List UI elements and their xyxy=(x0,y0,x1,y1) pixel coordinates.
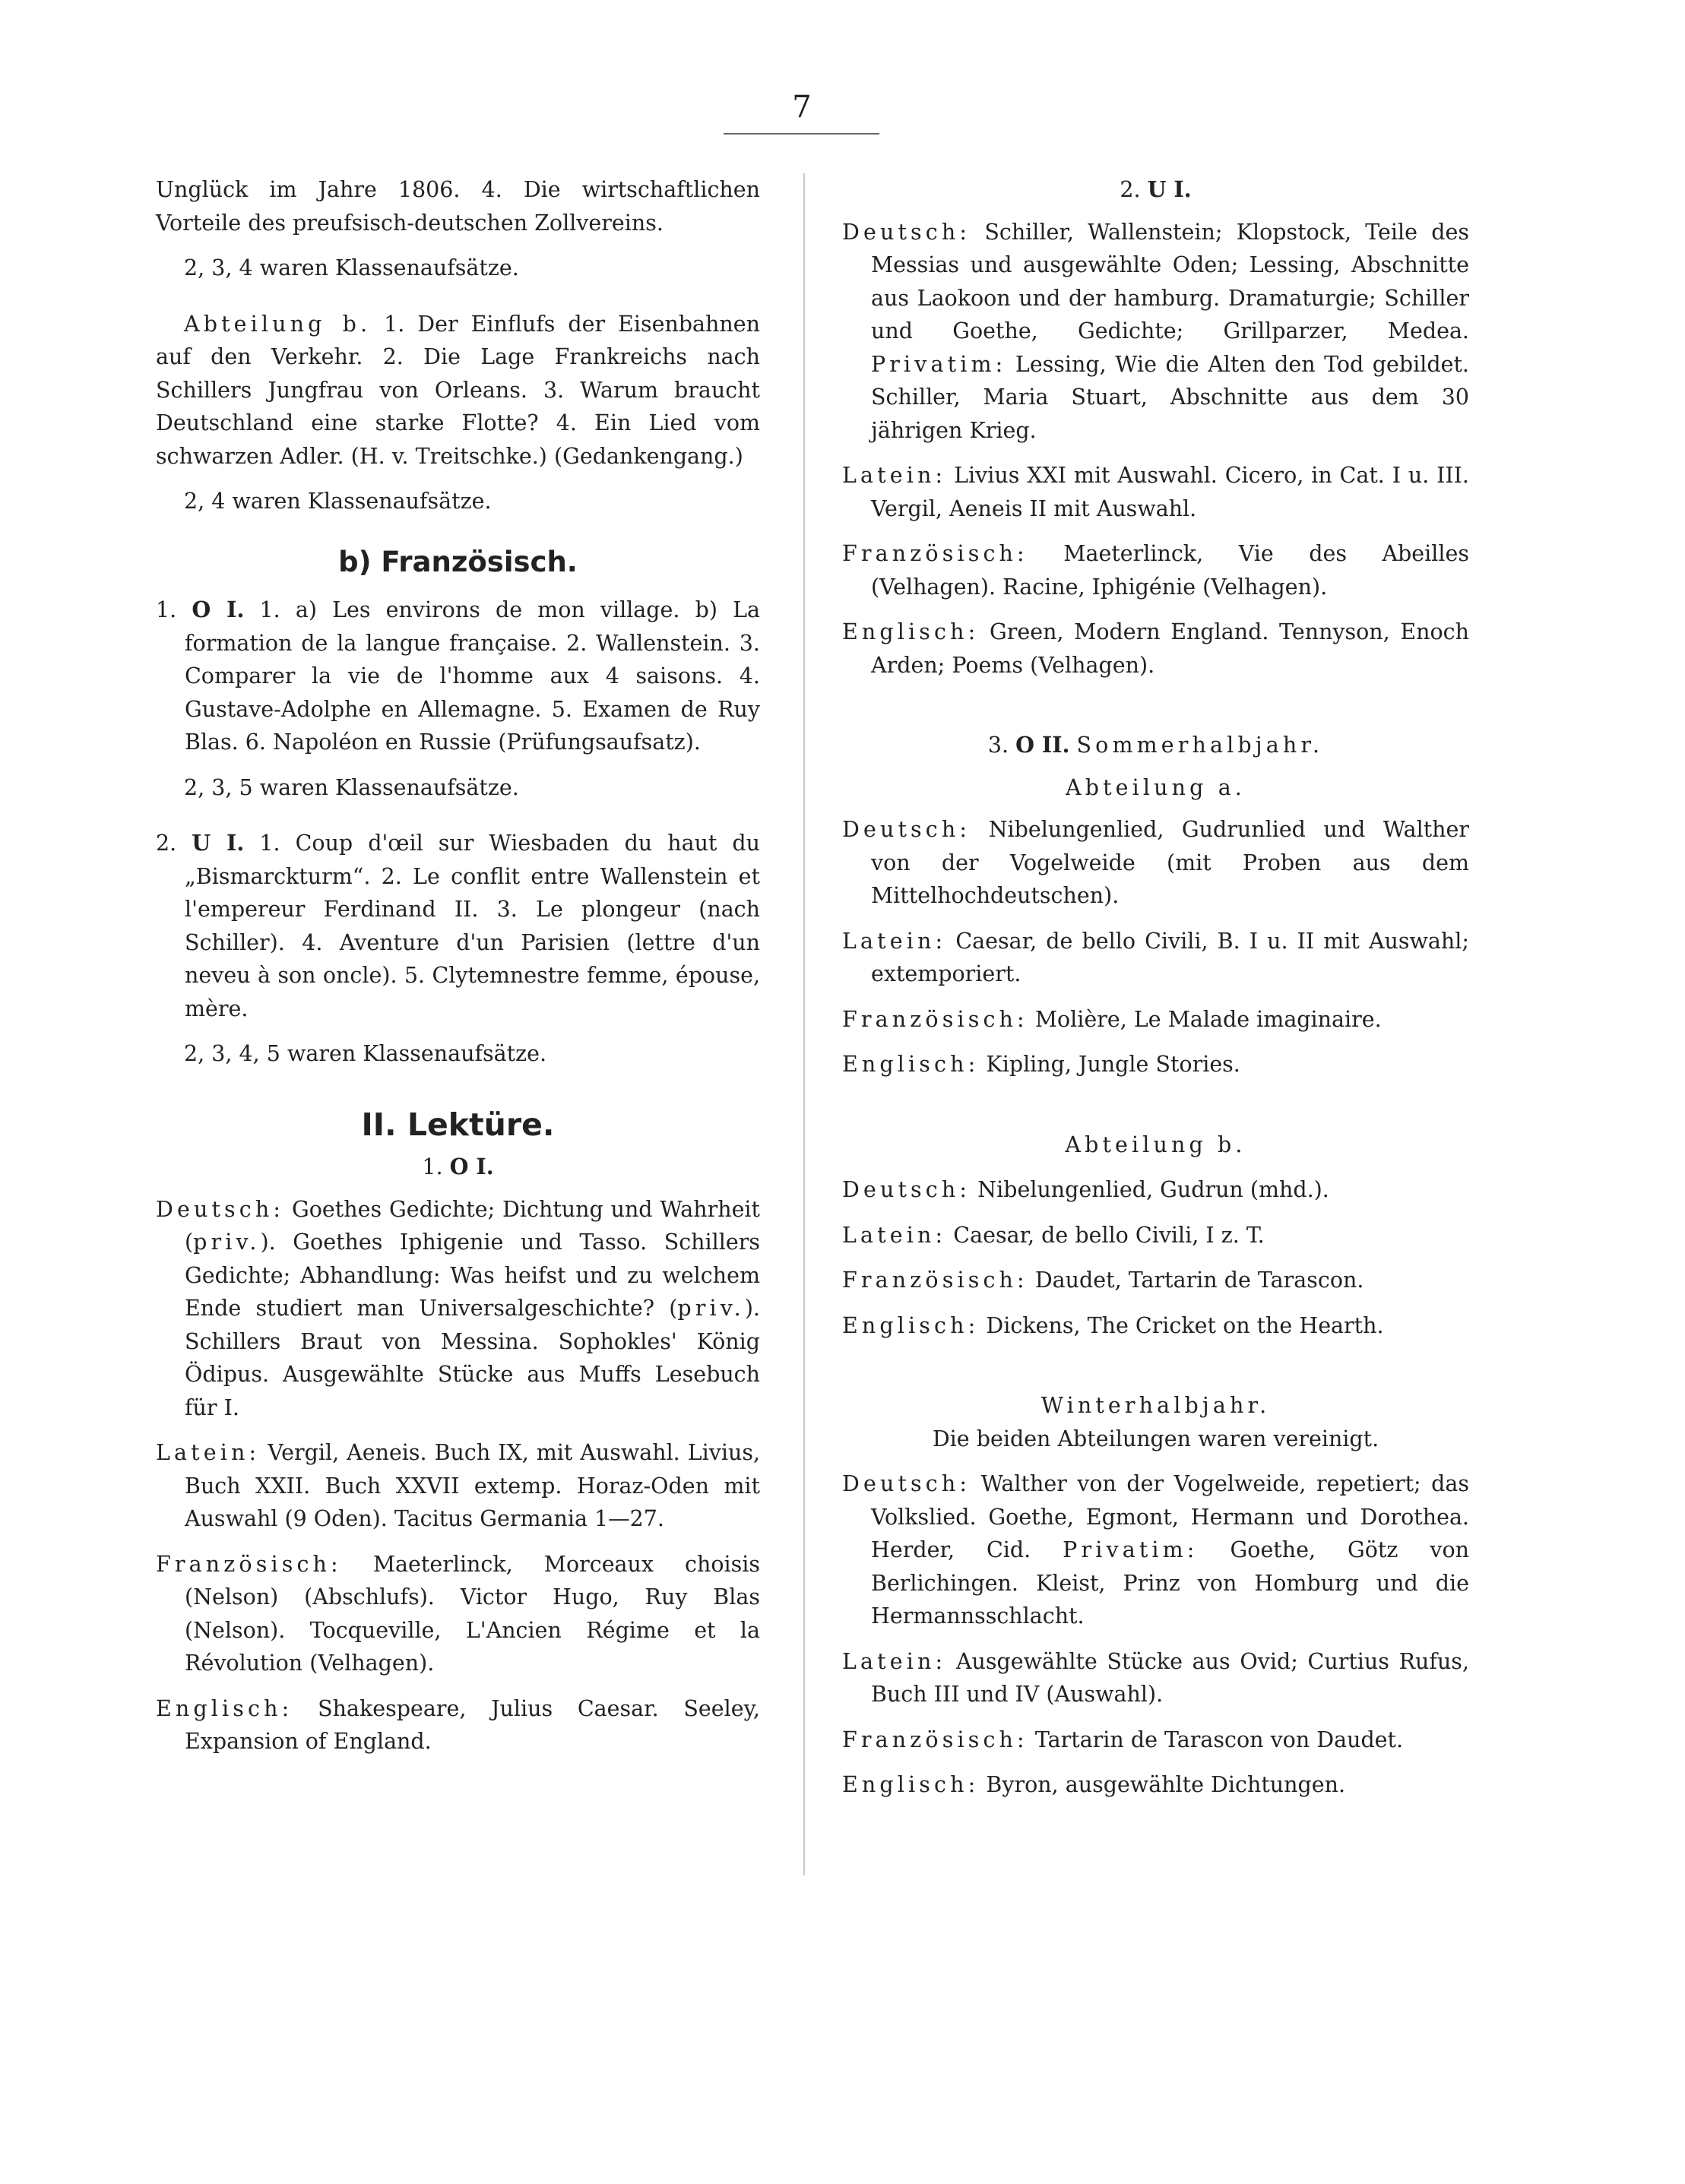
latein-text: Vergil, Aeneis. Buch IX, mit Auswahl. Livius, Buch XXII. Buch XXVII extemp. Horaz-Oden mit Auswahl (9 Oden). Tacitus Germania 1—27. xyxy=(185,1440,761,1531)
subject-label-deutsch: Deutsch: xyxy=(842,1177,971,1202)
w-deutsch xyxy=(842,1467,1469,1633)
b-franzoesisch xyxy=(842,1264,1469,1297)
privatim-abbrev: priv. xyxy=(193,1230,261,1255)
oi-essay-topics xyxy=(156,593,760,759)
subject-label-latein: Latein: xyxy=(842,463,947,488)
deutsch-text-part1: Goethes Gedichte; Dichtung und Wahrheit ( xyxy=(185,1196,760,1255)
franzoesisch-text: Molière, Le Malade imaginaire. xyxy=(1034,1006,1382,1032)
abteilung-b-text: 1. Der Einflufs der Eisenbahnen auf den Verkehr. 2. Die Lage Frankreichs nach Schillers Jungfrau von Orleans. 3. Warum braucht Deutschland eine starke Flotte? 4. Ein Lied vom schwarzen Adler. (H. v. Treitschke.) (Gedankengang.) xyxy=(156,311,760,469)
deutsch-text-part2: ). Goethes Iphigenie und Tasso. Schillers Gedichte; Abhandlung: Was heifst und zu welchem Ende studiert man Universalgeschichte? ( xyxy=(185,1230,760,1321)
spacer xyxy=(842,1354,1469,1389)
deutsch-text-part2: Goethe, Götz von Berlichingen. Kleist, Prinz von Homburg und die Hermannsschlacht. xyxy=(871,1537,1469,1629)
lektuere-franzoesisch xyxy=(156,1548,760,1680)
a-deutsch xyxy=(842,813,1469,913)
subheading-class: U I. xyxy=(1147,176,1192,202)
subject-label-franzoesisch: Französisch: xyxy=(842,1268,1028,1293)
header-rule xyxy=(724,133,879,135)
w-englisch xyxy=(842,1768,1469,1802)
privatim-label: Privatim: xyxy=(1063,1537,1199,1562)
a-latein xyxy=(842,925,1469,991)
englisch-text: Byron, ausgewählte Dichtungen. xyxy=(986,1772,1346,1797)
latein-text: Caesar, de bello Civili, B. I u. II mit Auswahl; extemporiert. xyxy=(871,928,1469,986)
column-divider xyxy=(803,173,805,1875)
englisch-text: Dickens, The Cricket on the Hearth. xyxy=(986,1312,1384,1338)
oi-topics-text: 1. a) Les environs de mon village. b) La formation de la langue française. 2. Wallenstein. 3. Comparer la vie de l'homme aux 4 saisons. 4. Gustave-Adolphe en Allemagne. 5. Examen de Ruy Blas. 6. Napoléon en Russie (Prüfungsaufsatz). xyxy=(185,597,760,755)
subject-label-franzoesisch: Französisch: xyxy=(842,541,1028,566)
b-deutsch xyxy=(842,1173,1469,1207)
subject-label-englisch: Englisch: xyxy=(842,619,980,644)
subheading-oii xyxy=(842,729,1469,762)
ui-franzoesisch xyxy=(842,537,1469,603)
latein-text: Caesar, de bello Civili, I z. T. xyxy=(953,1222,1265,1248)
ui-number: 2. xyxy=(156,831,177,856)
paragraph-continued: Unglück im Jahre 1806. 4. Die wirtschaftlichen Vorteile des preufsisch-deutschen Zollvereins. xyxy=(156,177,760,236)
ui-essay-topics xyxy=(156,827,760,1025)
oi-number: 1. xyxy=(156,597,177,622)
class-essay-note: 2, 3, 4 waren Klassenaufsätze. xyxy=(184,255,519,280)
class-essay-note: 2, 3, 4, 5 waren Klassenaufsätze. xyxy=(184,1041,547,1066)
subheading-ui xyxy=(842,173,1469,207)
subheading-number: 1. xyxy=(422,1154,443,1179)
a-franzoesisch xyxy=(842,1003,1469,1037)
deutsch-text: Nibelungenlied, Gudrun (mhd.). xyxy=(977,1177,1329,1202)
franzoesisch-text: Maeterlinck, Vie des Abeilles (Velhagen). Racine, Iphigénie (Velhagen). xyxy=(871,541,1469,600)
w-latein xyxy=(842,1645,1469,1711)
subheading-oi xyxy=(156,1151,760,1184)
winterhalbjahr-heading: Winterhalbjahr. xyxy=(1040,1393,1271,1418)
lektuere-latein xyxy=(156,1436,760,1536)
subheading-class: O II. xyxy=(1015,732,1070,758)
abteilung-b-topics xyxy=(156,308,760,473)
franzoesisch-text: Tartarin de Tarascon von Daudet. xyxy=(1034,1727,1404,1752)
a-englisch xyxy=(842,1048,1469,1081)
subject-label-latein: Latein: xyxy=(156,1440,261,1465)
b-latein xyxy=(842,1219,1469,1252)
winterhalbjahr-note: Die beiden Abteilungen waren vereinigt. xyxy=(932,1426,1379,1451)
subject-label-englisch: Englisch: xyxy=(156,1695,293,1721)
subheading-class: O I. xyxy=(449,1154,494,1179)
ui-englisch xyxy=(842,616,1469,682)
subject-label-deutsch: Deutsch: xyxy=(156,1196,285,1222)
latein-text: Livius XXI mit Auswahl. Cicero, in Cat. I u. III. Vergil, Aeneis II mit Auswahl. xyxy=(871,463,1469,521)
ui-class-label: U I. xyxy=(192,830,245,856)
spacer xyxy=(842,1094,1469,1128)
deutsch-text: Nibelungenlied, Gudrunlied und Walther von der Vogelweide (mit Proben aus dem Mittelhochdeutschen). xyxy=(871,817,1470,908)
sommerhalbjahr-label: Sommerhalbjahr. xyxy=(1076,733,1324,758)
abteilung-a-heading: Abteilung a. xyxy=(1066,774,1246,800)
latein-text: Ausgewählte Stücke aus Ovid; Curtius Rufus, Buch III und IV (Auswahl). xyxy=(871,1648,1469,1707)
englisch-text: Kipling, Jungle Stories. xyxy=(986,1052,1240,1077)
b-englisch xyxy=(842,1309,1469,1343)
subject-label-franzoesisch: Französisch: xyxy=(156,1551,342,1577)
subject-label-englisch: Englisch: xyxy=(842,1052,980,1077)
abteilung-b-label: Abteilung b. xyxy=(184,311,372,337)
franzoesisch-text: Maeterlinck, Morceaux choisis (Nelson) (Abschlufs). Victor Hugo, Ruy Blas (Nelson). Tocqueville, L'Ancien Régime et la Révolution (Velhagen). xyxy=(185,1551,760,1676)
oi-class-label: O I. xyxy=(192,597,245,622)
left-column xyxy=(156,173,760,1771)
section-heading-franzoesisch: b) Französisch. xyxy=(338,545,578,578)
class-essay-note: 2, 4 waren Klassenaufsätze. xyxy=(184,489,492,514)
subject-label-latein: Latein: xyxy=(842,928,947,954)
ui-deutsch xyxy=(842,216,1469,448)
subject-label-deutsch: Deutsch: xyxy=(842,817,971,842)
privatim-label: Privatim: xyxy=(871,351,1007,377)
right-column xyxy=(842,173,1469,1814)
deutsch-text-part1: Schiller, Wallenstein; Klopstock, Teile des Messias und ausgewählte Oden; Lessing, Abschnitte aus Laokoon und der hamburg. Dramaturgie; Schiller und Goethe, Gedichte; Grillparzer, Medea. xyxy=(871,219,1469,343)
privatim-abbrev: priv. xyxy=(677,1296,745,1321)
subject-label-latein: Latein: xyxy=(842,1648,947,1674)
englisch-text: Shakespeare, Julius Caesar. Seeley, Expansion of England. xyxy=(185,1695,760,1754)
subject-label-deutsch: Deutsch: xyxy=(842,219,971,245)
franzoesisch-text: Daudet, Tartarin de Tarascon. xyxy=(1034,1268,1364,1293)
section-heading-lektuere: II. Lektüre. xyxy=(361,1106,555,1143)
subheading-number: 3. xyxy=(987,733,1009,758)
w-franzoesisch xyxy=(842,1723,1469,1757)
class-essay-note: 2, 3, 5 waren Klassenaufsätze. xyxy=(184,774,519,800)
subheading-number: 2. xyxy=(1120,177,1141,202)
deutsch-text-part2: Lessing, Wie die Alten den Tod gebildet. Schiller, Maria Stuart, Abschnitte aus dem 30 jährigen Krieg. xyxy=(871,351,1469,443)
englisch-text: Green, Modern England. Tennyson, Enoch Arden; Poems (Velhagen). xyxy=(871,619,1469,678)
deutsch-text-part3: ). Schillers Braut von Messina. Sophokles' König Ödipus. Ausgewählte Stücke aus Muffs Lesebuch für I. xyxy=(185,1296,760,1420)
lektuere-englisch xyxy=(156,1692,760,1758)
subject-label-franzoesisch: Französisch: xyxy=(842,1006,1028,1032)
ui-topics-text: 1. Coup d'œil sur Wiesbaden du haut du „Bismarckturm“. 2. Le conflit entre Wallenstein et l'empereur Ferdinand II. 3. Le plongeur (nach Schiller). 4. Aventure d'un Parisien (lettre d'un neveu à son oncle). 5. Clytemnestre femme, épouse, mère. xyxy=(185,831,761,1021)
lektuere-deutsch xyxy=(156,1193,760,1425)
ui-latein xyxy=(842,459,1469,525)
subject-label-franzoesisch: Französisch: xyxy=(842,1727,1028,1752)
subject-label-latein: Latein: xyxy=(842,1222,947,1248)
page-number: 7 xyxy=(792,90,812,125)
subject-label-englisch: Englisch: xyxy=(842,1772,980,1797)
spacer xyxy=(842,694,1469,729)
abteilung-b-heading: Abteilung b. xyxy=(1065,1132,1246,1157)
subject-label-deutsch: Deutsch: xyxy=(842,1471,971,1496)
deutsch-text-part1: Walther von der Vogelweide, repetiert; das Volkslied. Goethe, Egmont, Hermann und Dorothea. Herder, Cid. xyxy=(871,1471,1469,1562)
subject-label-englisch: Englisch: xyxy=(842,1312,980,1338)
